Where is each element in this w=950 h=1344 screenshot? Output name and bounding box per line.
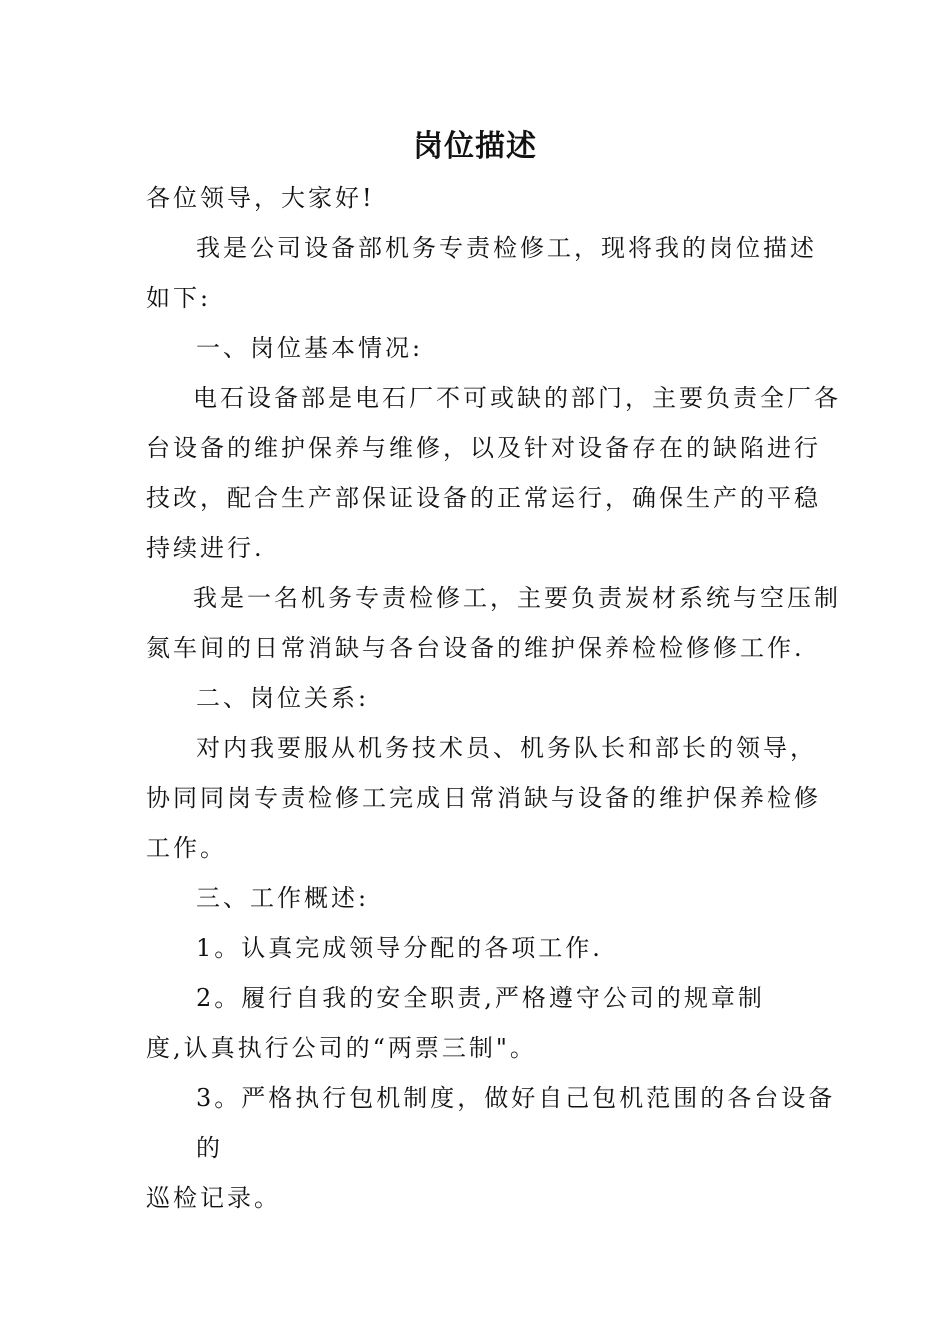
paragraph-line: 我是公司设备部机务专责检修工，现将我的岗位描述: [196, 234, 817, 262]
paragraph-line: 我是一名机务专责检修工，主要负责炭材系统与空压制: [193, 584, 841, 612]
list-item-2: 2。履行自我的安全职责,严格遵守公司的规章制: [196, 984, 765, 1012]
list-item-3-continued: 巡检记录。: [146, 1184, 281, 1212]
greeting-line: 各位领导，大家好!: [146, 184, 375, 212]
paragraph-line: 如下:: [146, 284, 212, 312]
paragraph-line: 氮车间的日常消缺与各台设备的维护保养检检修修工作.: [146, 634, 805, 662]
list-item-3-continued: 的: [196, 1134, 223, 1162]
paragraph-line: 台设备的维护保养与维修，以及针对设备存在的缺陷进行: [146, 434, 821, 462]
paragraph-line: 持续进行.: [146, 534, 265, 562]
document-title: 岗位描述: [413, 129, 537, 164]
list-item-1: 1。认真完成领导分配的各项工作.: [196, 934, 603, 962]
paragraph-line: 工作。: [146, 834, 227, 862]
section-heading-3: 三、工作概述:: [196, 884, 370, 912]
paragraph-line: 技改，配合生产部保证设备的正常运行，确保生产的平稳: [146, 484, 821, 512]
section-heading-2: 二、岗位关系:: [196, 684, 370, 712]
paragraph-line: 电石设备部是电石厂不可或缺的部门，主要负责全厂各: [193, 384, 841, 412]
list-item-2-continued: 度,认真执行公司的“两票三制"。: [146, 1034, 537, 1062]
list-item-3: 3。严格执行包机制度，做好自己包机范围的各台设备: [196, 1084, 836, 1112]
paragraph-line: 协同同岗专责检修工完成日常消缺与设备的维护保养检修: [146, 784, 821, 812]
section-heading-1: 一、岗位基本情况:: [196, 334, 424, 362]
paragraph-line: 对内我要服从机务技术员、机务队长和部长的领导，: [196, 734, 817, 762]
